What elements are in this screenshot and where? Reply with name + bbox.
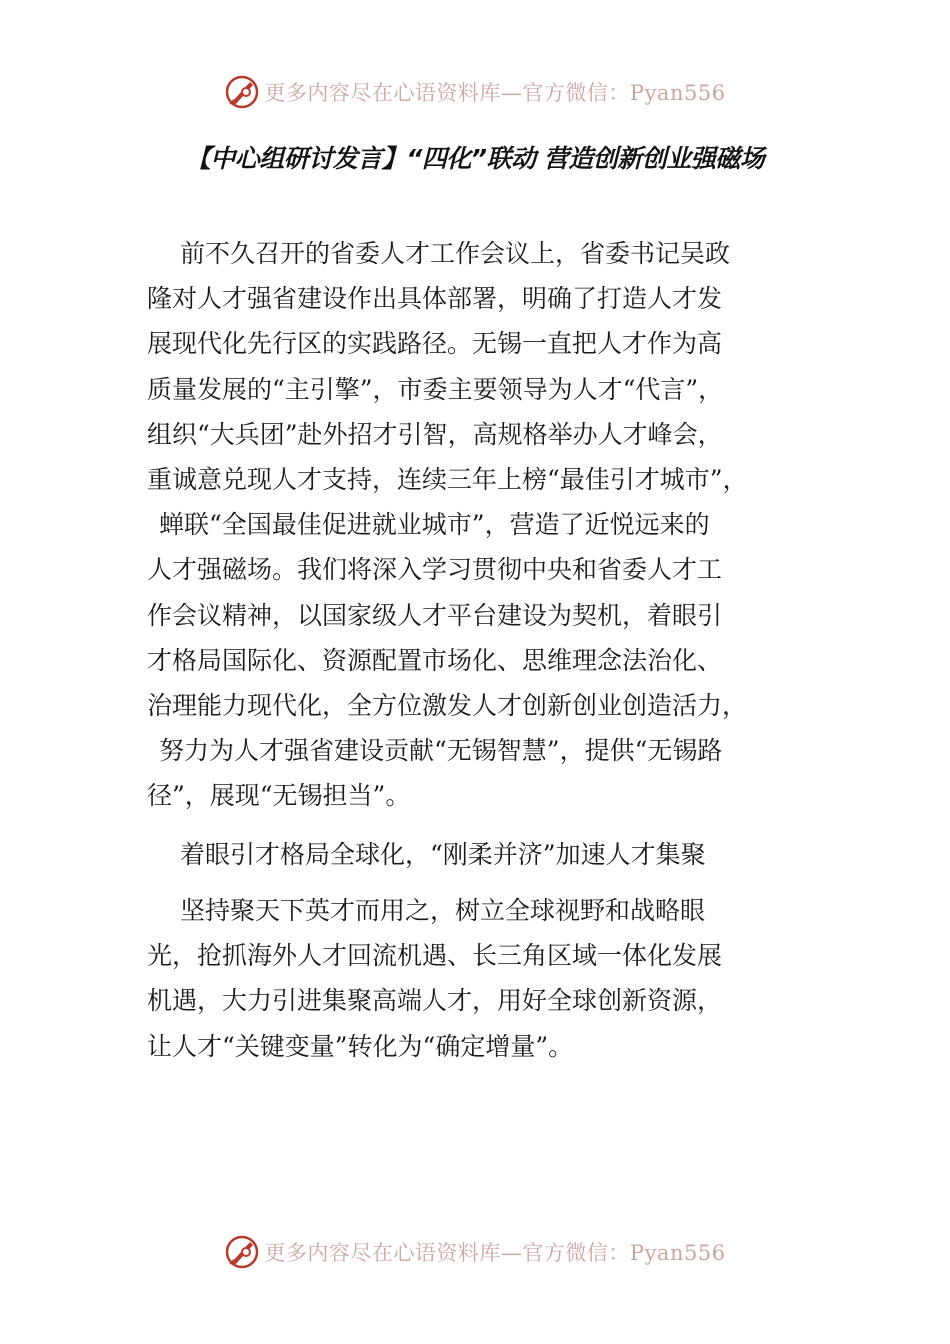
paragraph-line: 才格局国际化、资源配置市场化、思维理念法治化、 bbox=[147, 645, 723, 675]
paragraph-line: 前不久召开的省委人才工作会议上，省委书记吴政 bbox=[180, 239, 731, 268]
paragraph-line: 蝉联“全国最佳促进就业城市”，营造了近悦远来的 bbox=[159, 510, 710, 540]
document-title: 【中心组研讨发言】“四化”联动 营造创新创业强磁场 bbox=[185, 144, 765, 173]
header-banner bbox=[0, 72, 950, 112]
banner-text: 更多内容尽在心语资料库—官方微信：Pyan556 bbox=[264, 81, 726, 105]
paragraph-line: 机遇，大力引进集聚高端人才，用好全球创新资源， bbox=[147, 986, 723, 1016]
paragraph-line: 重诚意兑现人才支持，连续三年上榜“最佳引才城市”， bbox=[147, 464, 748, 494]
paragraph-line: 让人才“关键变量”转化为“确定增量”。 bbox=[147, 1031, 574, 1061]
pen-logo-icon bbox=[224, 1234, 260, 1270]
paragraph-line: 质量发展的“主引擎”，市委主要领导为人才“代言”， bbox=[147, 374, 724, 404]
section-heading: 着眼引才格局全球化，“刚柔并济”加速人才集聚 bbox=[180, 840, 706, 869]
paragraph-line: 作会议精神，以国家级人才平台建设为契机，着眼引 bbox=[147, 600, 723, 630]
paragraph-line: 治理能力现代化，全方位激发人才创新创业创造活力， bbox=[147, 690, 748, 720]
paragraph-1 bbox=[147, 231, 748, 818]
paragraph-line: 隆对人才强省建设作出具体部署，明确了打造人才发 bbox=[147, 284, 723, 314]
paragraph-line: 组织“大兵团”赴外招才引智，高规格举办人才峰会， bbox=[147, 419, 723, 449]
footer-banner bbox=[0, 1232, 950, 1272]
paragraph-line: 光，抢抓海外人才回流机遇、长三角区域一体化发展 bbox=[147, 941, 723, 971]
paragraph-line: 展现代化先行区的实践路径。无锡一直把人才作为高 bbox=[147, 329, 723, 359]
paragraph-line: 坚持聚天下英才而用之，树立全球视野和战略眼 bbox=[180, 896, 706, 925]
paragraph-2 bbox=[147, 888, 722, 1069]
paragraph-line: 径”，展现“无锡担当”。 bbox=[147, 781, 411, 811]
pen-logo-icon bbox=[224, 74, 260, 110]
banner-text: 更多内容尽在心语资料库—官方微信：Pyan556 bbox=[264, 1241, 726, 1265]
paragraph-line: 人才强磁场。我们将深入学习贯彻中央和省委人才工 bbox=[147, 555, 723, 585]
paragraph-line: 努力为人才强省建设贡献“无锡智慧”，提供“无锡路 bbox=[159, 736, 723, 766]
